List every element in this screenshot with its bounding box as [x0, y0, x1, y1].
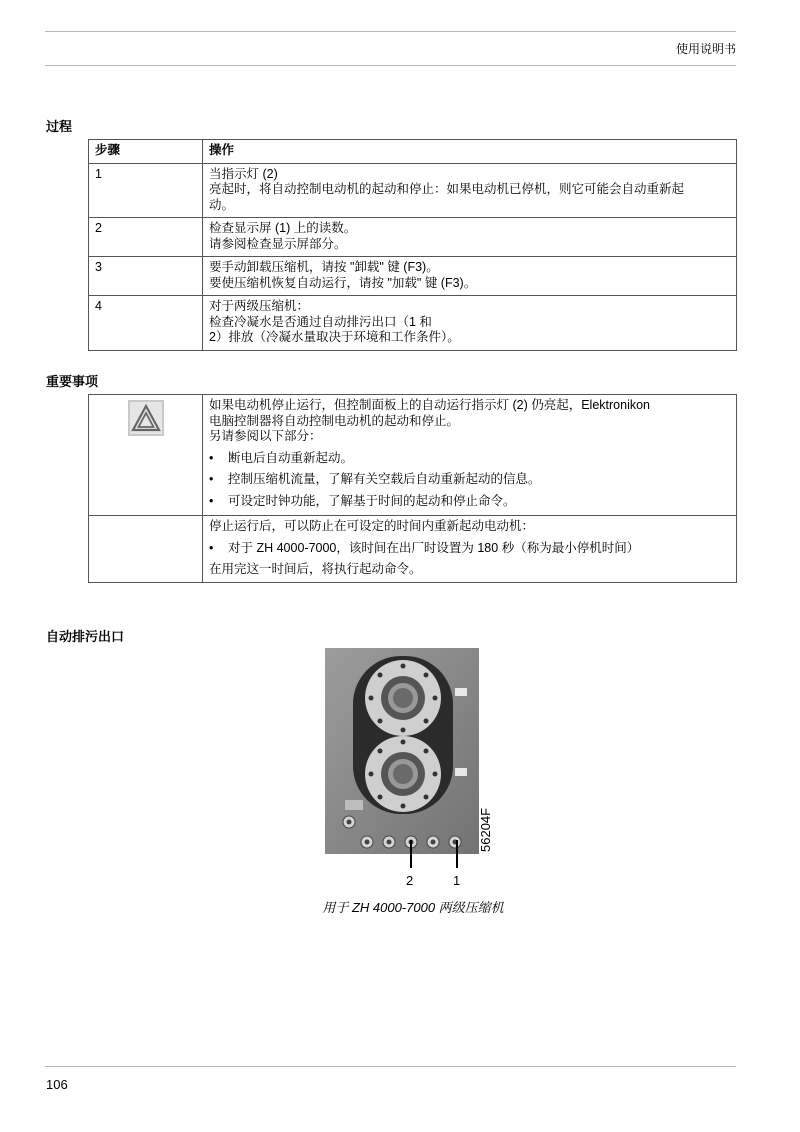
- figure-caption: 用于 ZH 4000-7000 两级压缩机: [322, 900, 504, 915]
- callout-line-2: [410, 840, 412, 868]
- note-line: 停止运行后，可以防止在可设定的时间内重新起动电动机：: [209, 519, 535, 533]
- warning-icon-cell: [89, 395, 203, 516]
- list-item-text: 可设定时钟功能，了解基于时间的起动和停止命令。: [228, 493, 516, 508]
- action-line: 要手动卸载压缩机，请按 "卸载" 键 (F3)。: [209, 260, 439, 274]
- action-line: 对于两级压缩机：: [209, 299, 310, 313]
- image-reference-code: 56204F: [478, 807, 493, 852]
- important-note-cell: [203, 395, 737, 516]
- table-header-row: [89, 140, 737, 164]
- list-item: [209, 541, 730, 557]
- empty-cell: [89, 516, 203, 583]
- note-line: 电脑控制器将自动控制电动机的起动和停止。: [209, 413, 460, 428]
- action-line: 2）排放（冷凝水量取决于环境和工作条件）。: [209, 330, 460, 344]
- action-line: 检查冷凝水是否通过自动排污出口（1 和: [209, 314, 432, 329]
- callout-label-2: 2: [406, 873, 414, 888]
- header-bottom-rule: [45, 65, 736, 66]
- action-line: 动。: [209, 197, 235, 212]
- action-line: 亮起时，将自动控制电动机的起动和停止：如果电动机已停机，则它可能会自动重新起: [209, 182, 685, 196]
- drain-heading: 自动排污出口: [46, 629, 125, 644]
- list-item-text: 断电后自动重新起动。: [228, 450, 354, 465]
- footer-rule: [45, 1066, 736, 1067]
- drain-outlet-photo: [325, 648, 479, 854]
- bullet-icon: •: [209, 493, 214, 508]
- header-top-rule: [45, 31, 736, 32]
- procedure-heading: 过程: [46, 119, 73, 134]
- action-line: 当指示灯 (2): [209, 166, 278, 181]
- table-row: [89, 516, 737, 583]
- table-row: [89, 257, 737, 296]
- step-number: 3: [89, 257, 203, 296]
- step-column-header: 步骤: [89, 140, 203, 164]
- table-row: [89, 296, 737, 351]
- warning-triangle-icon: [128, 400, 164, 436]
- document-title: 使用说明书: [675, 42, 736, 56]
- bullet-icon: •: [209, 472, 214, 486]
- action-line: 要使压缩机恢复自动运行，请按 "加载" 键 (F3)。: [209, 275, 477, 290]
- callout-line-1: [456, 840, 458, 868]
- step-number: 2: [89, 218, 203, 257]
- note-line: 在用完这一时间后，将执行起动命令。: [209, 562, 422, 576]
- step-number: 1: [89, 163, 203, 218]
- list-item: [209, 451, 730, 467]
- action-cell: [203, 296, 737, 351]
- action-cell: [203, 218, 737, 257]
- action-cell: [203, 163, 737, 218]
- procedure-table: [88, 139, 737, 351]
- action-line: 检查显示屏 (1) 上的读数。: [209, 221, 357, 235]
- callout-label-1: 1: [453, 873, 461, 888]
- drain-outlet-illustration: [325, 648, 479, 854]
- list-item: [209, 494, 730, 510]
- note-line: 另请参阅以下部分：: [209, 429, 322, 443]
- note-line: 如果电动机停止运行，但控制面板上的自动运行指示灯 (2) 仍亮起，Elektronikon: [209, 398, 651, 412]
- important-heading: 重要事项: [46, 374, 99, 389]
- table-row: [89, 163, 737, 218]
- bullet-icon: •: [209, 450, 214, 465]
- list-item: [209, 472, 730, 488]
- table-row: [89, 218, 737, 257]
- action-line: 请参阅检查显示屏部分。: [209, 236, 347, 251]
- list-item-text: 对于 ZH 4000-7000，该时间在出厂时设置为 180 秒（称为最小停机时间）: [228, 540, 640, 555]
- action-column-header: 操作: [203, 140, 737, 164]
- step-number: 4: [89, 296, 203, 351]
- action-cell: [203, 257, 737, 296]
- table-row: [89, 395, 737, 516]
- bullet-icon: •: [209, 540, 214, 555]
- page-number: 106: [46, 1077, 68, 1092]
- list-item-text: 控制压缩机流量，了解有关空载后自动重新起动的信息。: [228, 472, 541, 486]
- important-table: [88, 394, 737, 583]
- restart-note-cell: [203, 516, 737, 583]
